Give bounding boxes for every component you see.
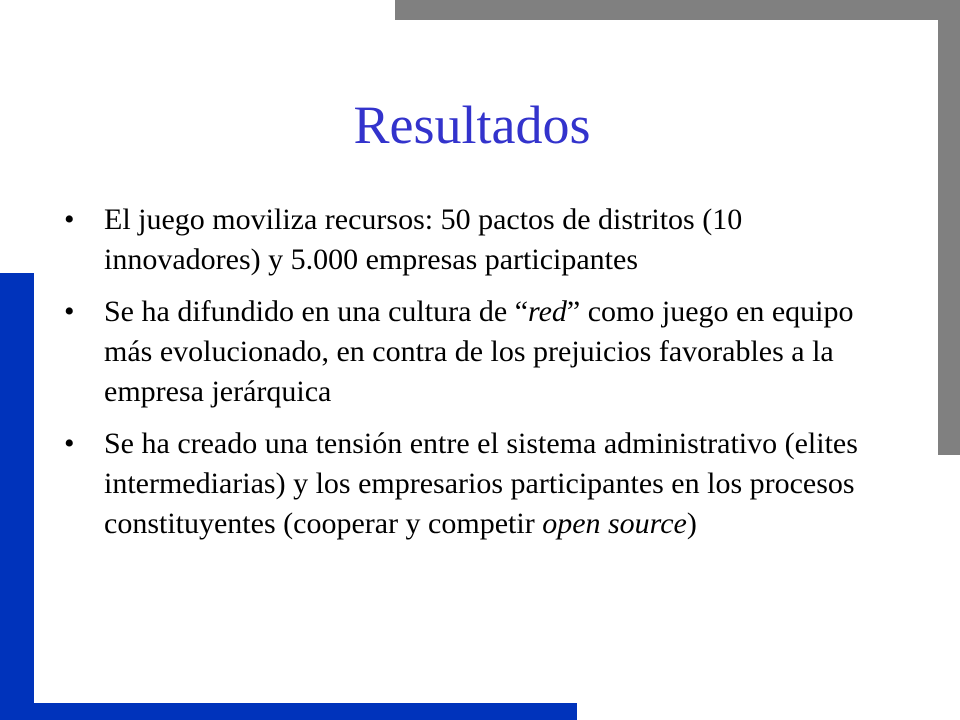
bullet-text: Se ha difundido en una cultura de “ (104, 295, 529, 328)
bullet-item (64, 200, 864, 280)
bullet-text: Se ha creado una tensión entre el sistema administrativo (elites intermediarias) y los empresarios participantes en los procesos constituyentes (cooperar y competir (104, 427, 858, 540)
slide-title: Resultados (353, 95, 591, 155)
bullet-text: El juego moviliza recursos: 50 pactos de distritos (10 innovadores) y 5.000 empresas participantes (104, 203, 743, 276)
bullet-dot: • (64, 295, 75, 328)
bullet-text-italic: red (528, 295, 567, 328)
bullet-dot: • (64, 427, 75, 460)
bullet-text: ) (686, 507, 697, 540)
decorative-blue-bar-left (0, 273, 34, 720)
bullet-text-italic: open source (542, 507, 687, 540)
bullet-dot: • (64, 203, 75, 236)
bullet-item (64, 292, 864, 412)
bullet-item (64, 424, 864, 544)
bullet-list (64, 200, 864, 556)
decorative-gray-bar-right (938, 0, 960, 455)
decorative-gray-bar-top (395, 0, 960, 20)
decorative-blue-bar-bottom (0, 703, 577, 720)
bullet-text: ” como juego en equipo más evolucionado, en contra de los prejuicios favorables a la empresa jerárquica (104, 295, 854, 408)
